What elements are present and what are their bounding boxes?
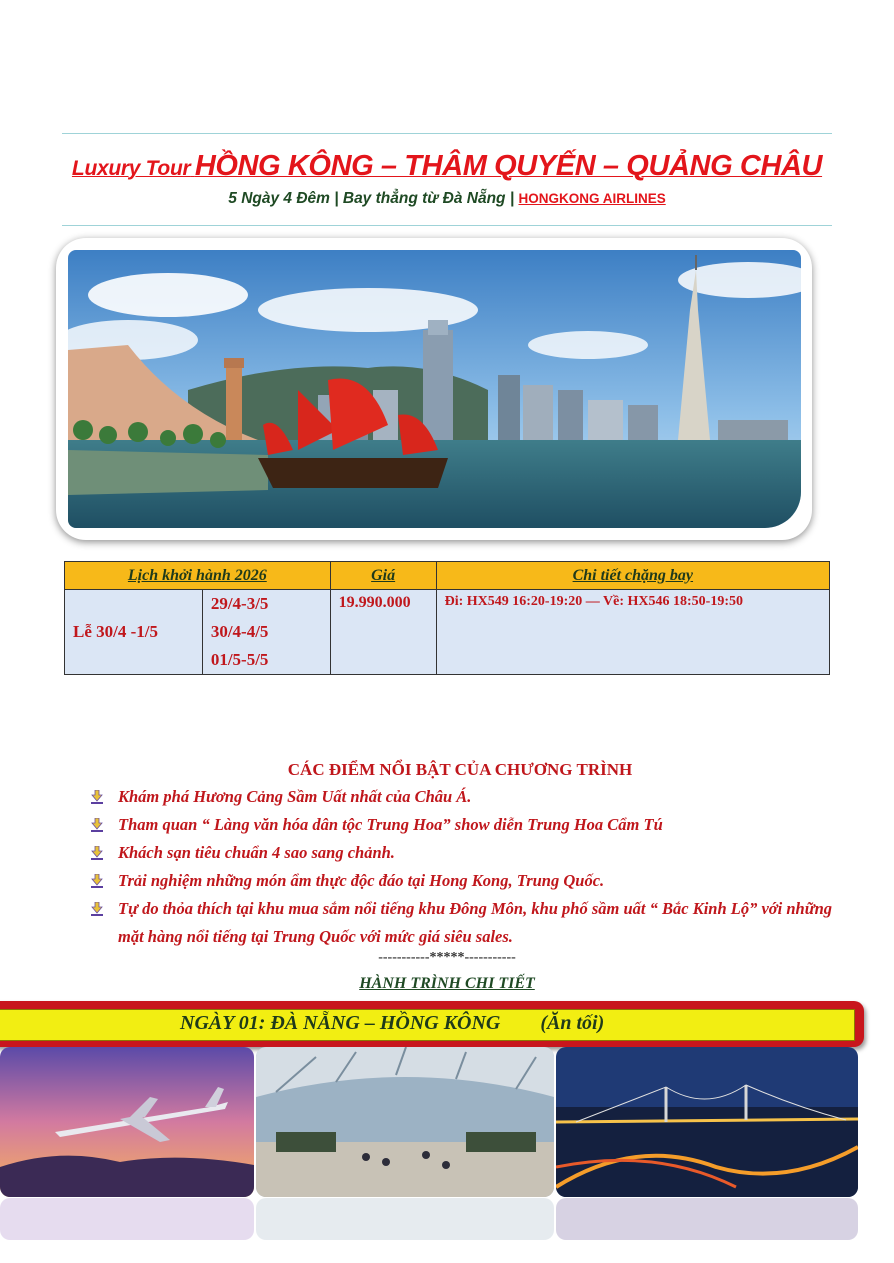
tour-subtitle (0, 190, 894, 208)
airplane-photo-reflection (0, 1198, 254, 1240)
departure-dates (202, 590, 330, 675)
arrow-bullet-icon (90, 874, 104, 888)
departure-date: 30/4-4/5 (210, 622, 269, 641)
highlight-text: Khách sạn tiêu chuẩn 4 sao sang chảnh. (118, 843, 395, 862)
highlights-title: CÁC ĐIỂM NỔI BẬT CỦA CHƯƠNG TRÌNH (287, 760, 633, 779)
title-main: HỒNG KÔNG – THÂM QUYẾN – QUẢNG CHÂU (194, 150, 823, 182)
airport-terminal-photo (256, 1047, 554, 1197)
departure-date: 01/5-5/5 (210, 650, 269, 669)
bridge-photo-reflection (556, 1198, 858, 1240)
schedule-header-departure: Lịch khởi hành 2026 (65, 562, 331, 590)
bridge-night-photo (556, 1047, 858, 1197)
day-title (180, 1012, 604, 1035)
schedule-header-flight: Chi tiết chặng bay (436, 562, 829, 590)
highlights-list (90, 783, 850, 951)
bottom-rule (62, 225, 832, 226)
tour-title (0, 150, 894, 183)
list-item (90, 783, 850, 811)
day-meal: (Ăn tối) (540, 1012, 605, 1034)
arrow-bullet-icon (90, 846, 104, 860)
list-item (90, 867, 850, 895)
highlight-text: Tự do thỏa thích tại khu mua sắm nổi tiếng khu Đông Môn, khu phố sầm uất “ Bắc Kinh Lộ” với những mặt hàng nổi tiếng tại Trung Quốc với mức giá siêu sales. (118, 899, 833, 946)
highlight-text: Trải nghiệm những món ẩm thực độc đáo tại Hong Kong, Trung Quốc. (118, 871, 605, 890)
flight-details: Đi: HX549 16:20-19:20 — Về: HX546 18:50-19:50 (436, 590, 829, 675)
highlight-text: Tham quan “ Làng văn hóa dân tộc Trung Hoa” show diễn Trung Hoa Cẩm Tú (118, 815, 663, 834)
departure-date: 29/4-3/5 (210, 594, 269, 613)
schedule-header-price: Giá (330, 562, 436, 590)
section-title: HÀNH TRÌNH CHI TIẾT (359, 975, 535, 992)
airplane-photo (0, 1047, 254, 1197)
arrow-bullet-icon (90, 902, 104, 916)
hero-image-hongkong-harbour (68, 250, 801, 528)
list-item (90, 895, 850, 951)
subtitle-main: 5 Ngày 4 Đêm | Bay thẳng từ Đà Nẵng | (228, 190, 515, 207)
day-title-text: NGÀY 01: ĐÀ NẴNG – HỒNG KÔNG (180, 1012, 501, 1034)
tour-price: 19.990.000 (330, 590, 436, 675)
title-prefix: Luxury Tour (71, 157, 191, 180)
holiday-label: Lễ 30/4 -1/5 (65, 590, 203, 675)
list-item (90, 839, 850, 867)
airport-photo-reflection (256, 1198, 554, 1240)
airline-link[interactable]: HONGKONG AIRLINES (518, 191, 666, 206)
arrow-bullet-icon (90, 818, 104, 832)
schedule-table (64, 561, 830, 675)
section-divider: -----------*****----------- (378, 950, 516, 965)
list-item (90, 811, 850, 839)
arrow-bullet-icon (90, 790, 104, 804)
top-rule (62, 133, 832, 134)
highlight-text: Khám phá Hương Cảng Sầm Uất nhất của Châu Á. (118, 787, 472, 806)
